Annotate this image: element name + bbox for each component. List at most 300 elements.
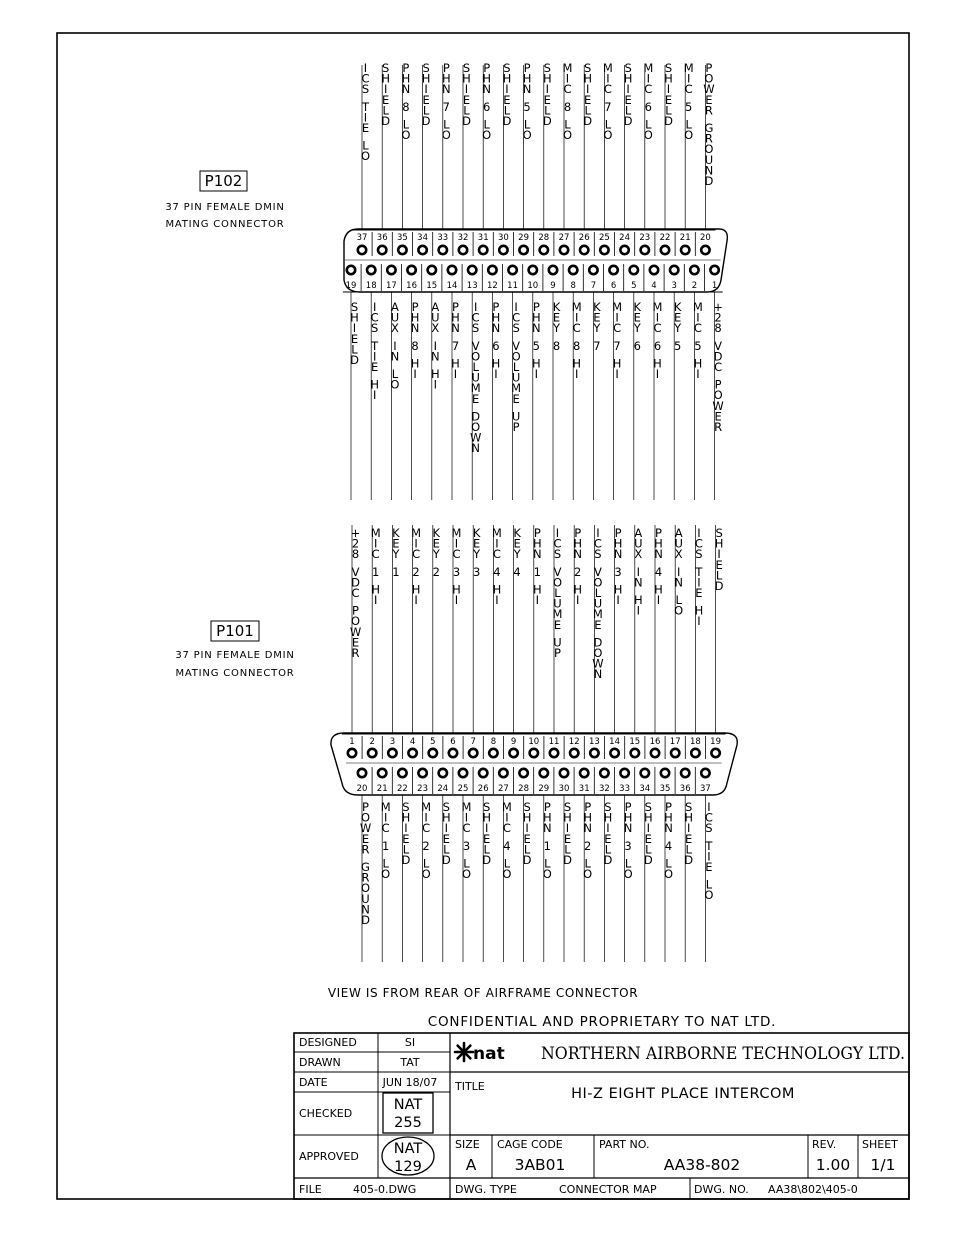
label-char: U <box>704 152 714 167</box>
label-char: L <box>422 856 430 871</box>
label-char: C <box>462 821 471 836</box>
label-char: N <box>623 821 633 836</box>
label-char: I <box>696 367 700 381</box>
label-char: O <box>623 867 633 881</box>
label-char: H <box>613 536 623 551</box>
label-char: H <box>603 810 613 825</box>
label-char: H <box>532 536 542 551</box>
label-char: L <box>402 117 410 132</box>
label-char: H <box>430 367 440 381</box>
signal-label-phn-6-hi <box>492 300 501 381</box>
pin-socket <box>661 246 669 254</box>
label-char: E <box>392 536 400 551</box>
pin-number: 32 <box>598 784 610 794</box>
label-char: U <box>593 596 603 611</box>
label-char: N <box>542 821 552 836</box>
pin-socket <box>398 246 406 254</box>
label-char: X <box>674 547 683 562</box>
label-char: L <box>564 842 571 857</box>
pin-socket <box>439 769 447 777</box>
pin-number: 29 <box>538 784 550 794</box>
label-char: H <box>612 356 622 371</box>
label-char: I <box>383 810 388 825</box>
label-char: L <box>564 117 571 132</box>
label-char: I <box>686 71 691 86</box>
label-char: L <box>645 117 652 132</box>
label-char: X <box>431 321 440 336</box>
pin-number: 19 <box>710 737 722 747</box>
label-char: V <box>593 564 602 579</box>
label-char: L <box>503 856 511 871</box>
label-char: O <box>583 867 593 881</box>
signal-label-key-3 <box>472 526 481 579</box>
signal-label-shield <box>684 800 693 867</box>
label-char: C <box>693 321 702 336</box>
label-char: I <box>707 800 711 814</box>
label-char: P <box>352 603 359 618</box>
label-char: P <box>512 420 520 434</box>
label-char: G <box>704 121 714 135</box>
pin-socket <box>681 246 689 254</box>
label-char: 5 <box>532 338 540 353</box>
label-char: M <box>602 61 613 75</box>
label-char: S <box>594 547 602 562</box>
label-char: H <box>583 71 593 86</box>
label-char: 8 <box>552 338 561 353</box>
signal-label-key-2 <box>432 526 441 579</box>
label-char: S <box>685 800 693 814</box>
label-char: H <box>664 71 673 86</box>
label-char: H <box>410 356 420 371</box>
label-char: E <box>473 536 481 551</box>
pin-number: 12 <box>486 281 498 291</box>
label-char: H <box>654 536 663 551</box>
label-char: R <box>351 646 360 660</box>
label-char: C <box>553 536 562 551</box>
pin-socket <box>459 246 467 254</box>
signal-label-mic-6-lo <box>643 61 653 142</box>
pin-number: 22 <box>659 233 671 243</box>
label-char: 7 <box>613 338 621 353</box>
label-char: S <box>543 61 551 75</box>
label-char: H <box>583 810 593 825</box>
label-char: H <box>482 71 492 86</box>
pin-number: 4 <box>651 281 657 291</box>
label-char: E <box>432 536 440 551</box>
pin-number: 24 <box>619 233 631 243</box>
signal-label-mic-1-hi <box>371 526 381 607</box>
label-char: C <box>452 547 461 562</box>
label-char: I <box>636 603 641 618</box>
pin-socket <box>620 769 628 777</box>
label-char: S <box>462 61 471 75</box>
label-char: I <box>696 310 700 325</box>
label-char: I <box>534 367 539 381</box>
label-char: M <box>571 300 582 314</box>
label-char: L <box>685 842 692 857</box>
pin-number: 28 <box>518 784 530 794</box>
label-char: H <box>643 810 653 825</box>
star-core <box>462 1050 467 1055</box>
label-char: D <box>563 853 572 867</box>
label-char: L <box>443 842 450 857</box>
label-char: P <box>362 800 369 814</box>
label-char: U <box>553 596 562 611</box>
pin-socket <box>499 246 507 254</box>
connector-ref: P101 <box>216 622 254 640</box>
pin-socket <box>418 246 426 254</box>
label-char: L <box>604 117 612 132</box>
label-char: E <box>705 92 713 107</box>
label-char: 7 <box>442 99 450 114</box>
label-char: H <box>623 71 633 86</box>
pin-socket <box>407 266 415 274</box>
label-char: H <box>491 310 501 325</box>
pin-number: 27 <box>497 784 509 794</box>
pin-number: 20 <box>699 233 711 243</box>
signal-label-phn-4-lo <box>664 800 673 881</box>
pin-number: 28 <box>538 233 550 243</box>
signal-label-ics-tie-hi <box>694 526 703 628</box>
title-label: TITLE <box>455 1080 485 1093</box>
pin-socket <box>418 769 426 777</box>
label-char: 2 <box>714 310 722 325</box>
pin-number: 31 <box>578 784 590 794</box>
label-char: E <box>442 831 450 846</box>
label-char: I <box>686 821 691 836</box>
label-char: E <box>552 310 561 325</box>
label-char: H <box>482 810 492 825</box>
label-char: C <box>471 310 480 325</box>
label-char: R <box>361 870 370 885</box>
signal-label-mic-8-lo <box>563 61 573 142</box>
label-char: O <box>502 867 512 881</box>
label-char: I <box>606 71 610 86</box>
label-char: I <box>363 61 368 75</box>
label-char: L <box>665 103 672 118</box>
pin-number: 7 <box>470 737 476 747</box>
label-char: O <box>562 128 573 142</box>
label-char: H <box>492 582 502 597</box>
label-char: I <box>373 536 378 551</box>
label-char: 4 <box>513 564 521 579</box>
label-char: D <box>623 114 633 128</box>
label-char: H <box>522 71 532 86</box>
label-char: E <box>512 391 520 406</box>
label-char: I <box>525 821 529 836</box>
pin-number: 25 <box>598 233 610 243</box>
signal-label-key-5 <box>673 300 682 353</box>
connector-desc-line2: MATING CONNECTOR <box>165 219 285 230</box>
pin-number: 25 <box>457 784 469 794</box>
label-char: O <box>471 420 481 434</box>
pin-socket <box>560 246 568 254</box>
label-char: V <box>351 564 360 579</box>
label-char: I <box>433 377 438 392</box>
label-char: D <box>351 575 360 590</box>
label-char: M <box>491 526 502 540</box>
label-char: U <box>431 310 440 325</box>
label-char: P <box>452 300 459 314</box>
pin-socket <box>580 769 588 777</box>
label-char: H <box>411 582 421 597</box>
label-char: O <box>390 377 400 392</box>
label-char: 7 <box>451 338 460 353</box>
label-char: D <box>664 114 673 128</box>
label-char: L <box>685 117 692 132</box>
part-label: PART NO. <box>599 1138 650 1151</box>
signal-label-ics-volume-down <box>592 526 603 681</box>
label-char: T <box>361 99 370 114</box>
pin-socket <box>641 769 649 777</box>
signal-label-shield <box>715 526 724 593</box>
label-char: C <box>704 810 713 825</box>
file-label: FILE <box>299 1183 322 1196</box>
label-char: 1 <box>543 838 551 853</box>
pin-number: 37 <box>699 784 711 794</box>
label-char: M <box>652 300 663 314</box>
pin-number: 6 <box>610 281 617 291</box>
label-char: O <box>461 867 472 881</box>
label-char: A <box>390 300 399 314</box>
signal-label-phn-6-lo <box>482 61 491 142</box>
pin-number: 10 <box>528 737 540 747</box>
label-char: H <box>502 71 512 86</box>
label-char: C <box>613 321 622 336</box>
date-label: DATE <box>299 1076 328 1089</box>
pin-number: 16 <box>649 737 661 747</box>
label-char: P <box>523 61 531 75</box>
label-char: K <box>673 300 682 314</box>
label-char: H <box>410 310 420 325</box>
label-char: I <box>535 593 540 607</box>
label-char: O <box>542 867 552 881</box>
label-char: V <box>714 338 723 353</box>
checked-label: CHECKED <box>299 1107 353 1120</box>
label-char: P <box>554 646 561 660</box>
label-char: C <box>361 71 370 86</box>
pin-socket <box>540 246 548 254</box>
signal-label-phn-7-lo <box>442 61 451 142</box>
label-char: W <box>349 624 362 639</box>
label-char: I <box>655 310 660 325</box>
pin-number: 32 <box>457 233 469 243</box>
signal-label-shield <box>583 61 592 128</box>
label-char: C <box>563 82 572 97</box>
pin-number: 36 <box>376 233 388 243</box>
label-char: O <box>663 867 674 881</box>
label-char: L <box>503 103 511 118</box>
pin-socket <box>489 749 497 757</box>
label-char: I <box>616 593 620 607</box>
label-char: C <box>644 82 653 97</box>
pin-number: 6 <box>450 737 456 747</box>
label-char: L <box>665 856 672 871</box>
label-char: N <box>674 575 684 590</box>
label-char: E <box>462 92 471 107</box>
signal-label-shield <box>664 61 673 128</box>
pin-socket <box>347 266 355 274</box>
pin-socket <box>469 749 477 757</box>
pin-number: 12 <box>568 737 580 747</box>
pin-socket <box>408 749 416 757</box>
signal-label-key-6 <box>633 300 642 353</box>
signal-label-mic-3-hi <box>452 526 462 607</box>
checked-stamp-line1: NAT <box>393 1097 423 1113</box>
label-char: L <box>554 586 561 600</box>
label-char: D <box>684 853 694 867</box>
size-value: A <box>465 1156 477 1174</box>
label-char: W <box>592 656 604 671</box>
label-char: E <box>402 831 410 846</box>
label-char: I <box>575 593 580 607</box>
rev-value: 1.00 <box>815 1156 851 1174</box>
label-char: I <box>404 821 408 836</box>
label-char: N <box>573 547 583 562</box>
label-char: L <box>624 103 632 118</box>
label-char: H <box>664 810 673 825</box>
label-char: H <box>654 582 663 597</box>
label-char: 4 <box>503 838 511 853</box>
label-char: S <box>644 800 652 814</box>
signal-label-power-ground <box>703 61 714 188</box>
label-char: A <box>674 526 683 540</box>
label-char: D <box>381 114 391 128</box>
label-char: L <box>523 842 531 857</box>
label-char: M <box>411 526 422 540</box>
approved-stamp-line2: 129 <box>394 1159 422 1175</box>
label-char: N <box>664 821 673 836</box>
label-char: H <box>633 593 643 607</box>
label-char: I <box>655 367 660 381</box>
label-char: N <box>654 547 663 562</box>
pin-socket <box>448 266 456 274</box>
label-char: H <box>613 582 623 597</box>
label-char: I <box>484 821 489 836</box>
label-char: 3 <box>614 564 622 579</box>
label-char: I <box>545 82 550 97</box>
label-char: O <box>593 575 603 590</box>
label-char: C <box>694 536 703 551</box>
signal-label-shield <box>381 61 390 128</box>
label-char: D <box>714 579 724 593</box>
signal-label-phn-5-lo <box>523 61 532 142</box>
label-char: 2 <box>351 536 360 551</box>
pin-number: 3 <box>671 281 677 291</box>
label-char: P <box>624 800 632 814</box>
signal-label-mic-3-lo <box>462 800 472 881</box>
label-char: L <box>483 842 490 857</box>
label-char: H <box>684 810 694 825</box>
label-char: Y <box>473 547 481 562</box>
signal-label-shield <box>401 800 410 867</box>
pin-number: 5 <box>631 281 637 291</box>
pin-number: 19 <box>345 281 357 291</box>
label-char: K <box>633 300 642 314</box>
signal-label-key-8 <box>552 300 561 353</box>
label-char: H <box>542 810 552 825</box>
label-char: C <box>502 821 511 836</box>
label-char: X <box>634 547 643 562</box>
label-char: 4 <box>493 564 501 579</box>
label-char: T <box>371 338 379 353</box>
label-char: E <box>371 360 379 374</box>
label-char: D <box>542 114 552 128</box>
label-char: I <box>697 575 701 590</box>
label-char: I <box>505 810 509 825</box>
label-char: W <box>712 398 724 413</box>
signal-label-mic-4-lo <box>502 800 512 881</box>
pin-socket <box>609 266 617 274</box>
label-char: E <box>593 310 601 325</box>
label-char: G <box>361 860 370 874</box>
label-char: E <box>584 92 592 107</box>
label-char: Y <box>593 321 601 336</box>
label-char: Y <box>513 547 521 562</box>
label-char: 4 <box>664 838 673 853</box>
label-char: L <box>351 342 358 357</box>
label-char: I <box>433 338 438 353</box>
label-char: N <box>491 321 501 336</box>
label-char: O <box>552 575 563 590</box>
label-char: S <box>584 61 592 75</box>
pin-number: 22 <box>396 784 408 794</box>
label-char: 3 <box>473 564 481 579</box>
label-char: U <box>674 536 683 551</box>
pin-socket <box>519 246 527 254</box>
label-char: S <box>361 82 370 97</box>
label-char: I <box>646 71 651 86</box>
pin-number: 21 <box>376 784 388 794</box>
label-char: I <box>414 593 418 607</box>
rev-label: REV. <box>812 1138 837 1151</box>
pin-socket <box>701 246 709 254</box>
label-char: P <box>543 800 551 814</box>
pin-socket <box>378 769 386 777</box>
label-char: E <box>472 391 480 406</box>
label-char: 8 <box>714 321 722 336</box>
label-char: U <box>634 536 643 551</box>
pin-socket <box>509 749 517 757</box>
label-char: Y <box>674 321 682 336</box>
star-burst-icon <box>455 1043 473 1061</box>
label-char: I <box>372 349 377 364</box>
label-char: O <box>482 128 492 142</box>
date-value: JUN 18/07 <box>382 1076 438 1089</box>
label-char: N <box>704 163 714 178</box>
label-char: K <box>432 526 441 540</box>
pin-socket <box>479 769 487 777</box>
pin-socket <box>550 749 558 757</box>
label-char: P <box>665 800 672 814</box>
label-char: H <box>350 310 359 325</box>
signal-label-phn-8-lo <box>401 61 410 142</box>
signal-label-shield <box>350 300 359 367</box>
signal-label-phn-7-hi <box>451 300 460 381</box>
label-char: L <box>362 138 369 153</box>
label-char: I <box>656 593 661 607</box>
label-char: E <box>382 92 390 107</box>
label-char: U <box>390 310 400 325</box>
label-char: H <box>714 536 724 551</box>
label-char: N <box>471 441 481 456</box>
label-char: 8 <box>351 547 360 562</box>
dwg-no-label: DWG. NO. <box>694 1183 749 1196</box>
label-char: U <box>471 370 480 385</box>
label-char: I <box>424 810 428 825</box>
label-char: C <box>370 310 379 325</box>
label-char: H <box>401 71 411 86</box>
